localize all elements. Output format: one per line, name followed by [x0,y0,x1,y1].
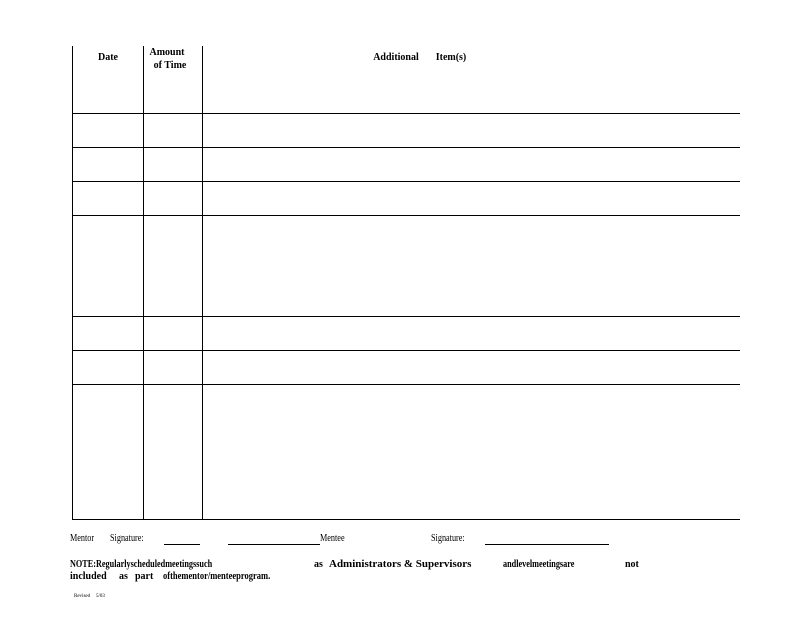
note-text-part3: Administrators & Supervisors [329,558,472,570]
note-line2-part4: ofthementor/menteeprogram. [163,571,271,582]
table-row [73,182,740,215]
note-text-part1: NOTE:Regularlyscheduledmeetingssuch [70,559,213,570]
header-amount-line2: of Time [153,60,187,71]
mentor-signature-label: Signature: [110,533,144,544]
header-items: Item(s) [435,52,467,63]
table-row [73,385,740,519]
table-row [73,114,740,147]
note-line2-part1: included [70,571,107,582]
mentee-signature-label: Signature: [431,533,465,544]
table-row [73,148,740,181]
mentor-name-line[interactable] [228,544,320,545]
revised-label: Revised [74,594,91,599]
note-line2-part2: as [119,571,128,582]
table-row [73,317,740,350]
table-row [73,216,740,316]
header-amount-line1: Amount [149,47,185,58]
header-additional: Additional [373,52,419,63]
revised-date: 5/03 [96,594,105,599]
note-text-part2: as [314,559,323,570]
mentee-signature-line[interactable] [485,544,609,545]
note-line2-part3: part [135,571,154,582]
mentor-signature-line[interactable] [164,544,200,545]
header-date: Date [98,52,118,63]
note-text-part4: andlevelmeetingsare [503,559,575,570]
note-text-part5: not [625,559,639,570]
mentee-label: Mentee [320,533,345,544]
table-row [73,351,740,384]
table-bottom-border [72,519,740,520]
mentor-label: Mentor [70,533,95,544]
